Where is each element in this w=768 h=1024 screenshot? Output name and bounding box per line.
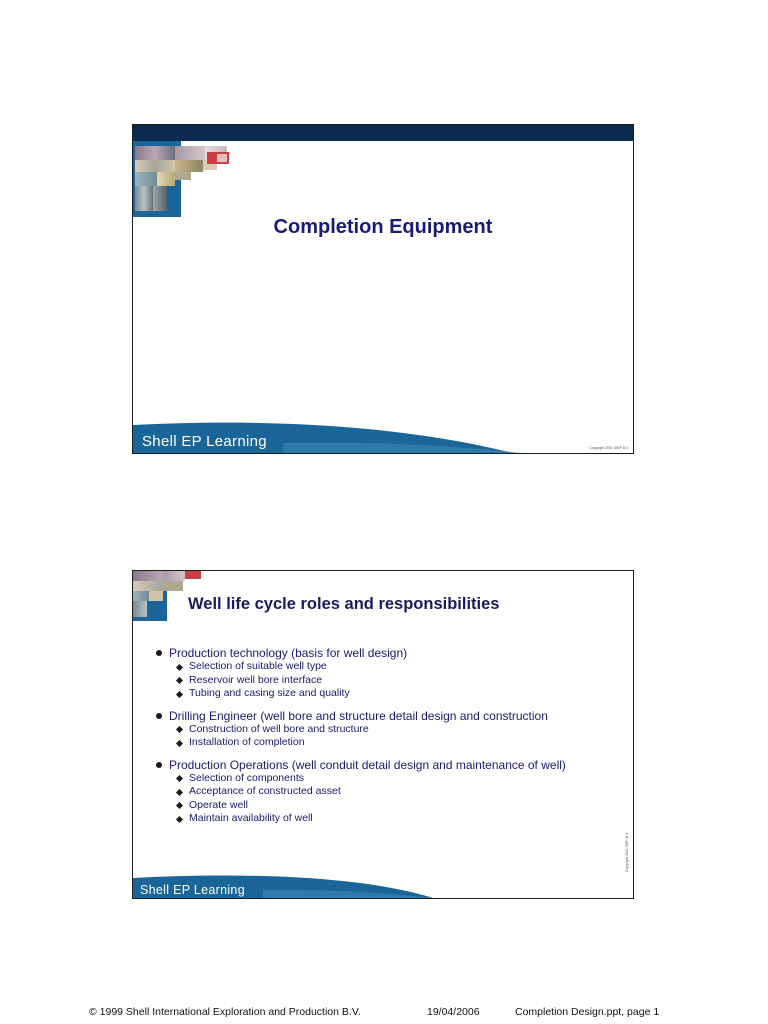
slide-title-text: Well life cycle roles and responsibilities (188, 595, 500, 613)
top-bar (133, 125, 633, 141)
sub-bullet: Acceptance of constructed asset (155, 785, 625, 799)
bullet-group-drilling-engineer (155, 709, 625, 750)
footer-page: Completion Design.ppt, page 1 (515, 1006, 660, 1018)
sub-bullet: Construction of well bore and structure (155, 723, 625, 737)
slide-copyright: Copyright 2001 SIEP B.V. (625, 832, 630, 872)
sub-bullet: Installation of completion (155, 736, 625, 750)
bullet-heading: Drilling Engineer (well bore and structure detail design and construction (155, 709, 625, 723)
slide-title (132, 124, 634, 454)
bullet-heading: Production technology (basis for well design) (155, 646, 625, 660)
sub-bullet: Tubing and casing size and quality (155, 687, 625, 701)
slide-copyright: Copyright 2001 SIEP B.V. (589, 446, 629, 450)
bullet-list (155, 646, 625, 834)
sub-bullet: Maintain availability of well (155, 812, 625, 826)
sub-bullet: Operate well (155, 799, 625, 813)
bullet-group-production-operations (155, 758, 625, 826)
slide-content (132, 570, 634, 899)
footer-date: 19/04/2006 (427, 1006, 480, 1018)
sub-bullet: Selection of components (155, 772, 625, 786)
brand-text: Shell EP Learning (140, 883, 245, 897)
bullet-heading: Production Operations (well conduit detail design and maintenance of well) (155, 758, 625, 772)
bullet-group-production-technology (155, 646, 625, 701)
footer-company: © 1999 Shell International Exploration and Production B.V. (89, 1006, 361, 1018)
slide-title-text: Completion Equipment (273, 216, 493, 238)
sub-bullet: Selection of suitable well type (155, 660, 625, 674)
brand-text: Shell EP Learning (142, 433, 267, 450)
sub-bullet: Reservoir well bore interface (155, 674, 625, 688)
